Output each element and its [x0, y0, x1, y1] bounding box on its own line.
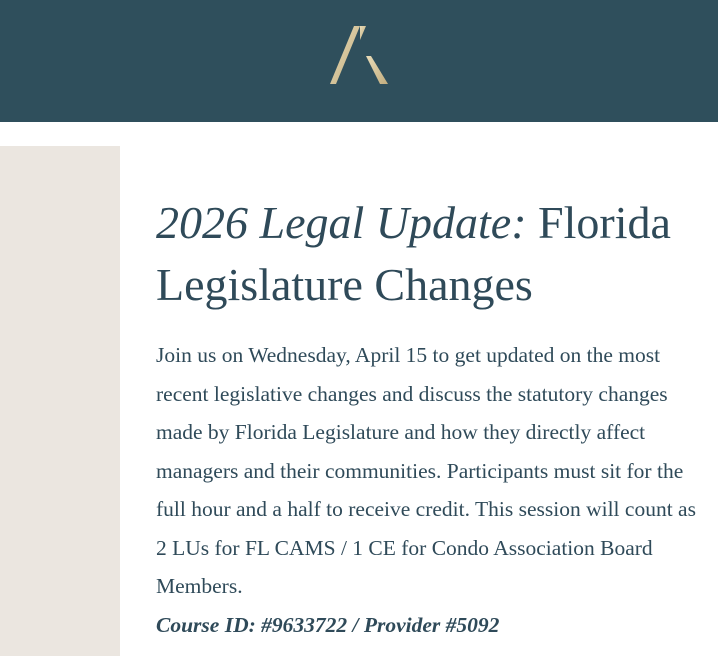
article-body — [156, 336, 712, 644]
course-id: Course ID: #9633722 / Provider #5092 — [156, 612, 500, 637]
page-title — [156, 192, 712, 316]
article-content — [156, 192, 712, 644]
title-italic: 2026 Legal Update: — [156, 197, 527, 248]
a-logo-icon — [330, 26, 390, 86]
title-rest: Florida Legislature Changes — [156, 197, 671, 310]
left-accent-panel — [0, 146, 120, 656]
body-text: Join us on Wednesday, April 15 to get updated on the most recent legislative changes and discuss the statutory changes made by Florida Legislature and how they directly affect managers and their communities. Participants must sit for the full hour and a half to receive credit. This session will count as 2 LUs for FL CAMS / 1 CE for Condo Association Board Members. — [156, 343, 696, 598]
header-banner — [0, 0, 718, 122]
